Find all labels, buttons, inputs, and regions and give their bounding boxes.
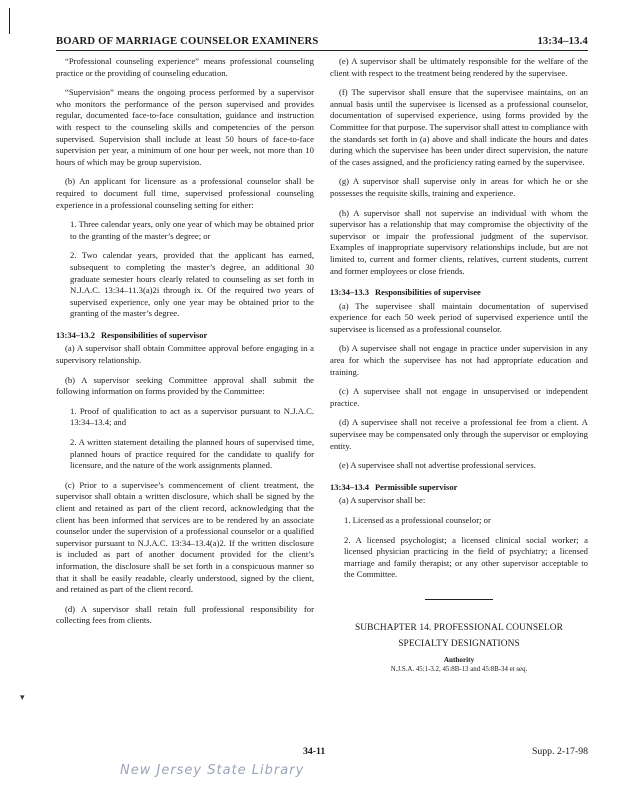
subchapter-heading-line-2: SPECIALTY DESIGNATIONS (398, 638, 520, 649)
paragraph-b-item-1: 1. Three calendar years, only one year of which may be obtained prior to the granting of the master’s degree; or (70, 219, 314, 241)
paragraph-13-2-g: (g) A supervisor shall supervise only in areas for which he or she possesses the requisite skills, training and experience. (330, 176, 588, 198)
paragraph-b: (b) An applicant for licensure as a professional counselor shall be required to document full time, supervised professional counseling experience in a professional counseling setting for either: (56, 176, 314, 210)
section-divider (425, 599, 493, 600)
library-watermark: New Jersey State Library (120, 763, 305, 778)
paragraph-b-item-2: 2. Two calendar years, provided that the applicant has earned, subsequent to completing the master’s degree, an additional 30 graduate semester hours clearly related to counseling as set forth in N.J.A.C. 13:34–11.3(a)2i through ix. Of the required two years of supervised experience, only one year may be obtained prior to the granting of the master’s degree. (70, 250, 314, 319)
section-heading-13-2 (56, 330, 314, 342)
paragraph-13-2-d: (d) A supervisor shall retain full professional responsibility for collecting fees from clients. (56, 603, 314, 626)
paragraph-13-2-a: (a) A supervisor shall obtain Committee approval before engaging in a supervisory relationship. (56, 343, 314, 366)
paragraph-13-3-e: (e) A supervisee shall not advertise professional services. (339, 460, 536, 471)
paragraph-13-3-b: (b) A supervisee shall not engage in practice under supervision in any area for which the supervisee has not had appropriate education and training. (330, 343, 588, 377)
paragraph-13-2-b: (b) A supervisor seeking Committee approval shall submit the following information on forms provided by the Committee: (56, 374, 314, 397)
page-number: 34-11 (303, 746, 326, 757)
section-title: Permissible supervisor (374, 481, 458, 492)
paragraph-13-2-b-item-2: 2. A written statement detailing the planned hours of supervised time, planned hours of practice required for the candidate to qualify for licensure, and the nature of the work assignments planned. (70, 437, 314, 471)
section-title: Responsibilities of supervisee (374, 287, 481, 298)
running-header (56, 36, 588, 50)
paragraph-13-3-a: (a) The supervisee shall maintain documentation of supervised experience for each 50 week period of supervised experience until the supervisee is licensed as a professional counselor. (330, 300, 588, 334)
section-number: 13:34–13.4 (330, 481, 369, 492)
authority-label: Authority (443, 655, 475, 664)
header-rule (56, 50, 588, 51)
paragraph-13-3-c: (c) A supervisee shall not engage in unsupervised or independent practice. (330, 386, 588, 408)
right-column (330, 56, 588, 674)
paragraph-13-4-a-item-1: 1. Licensed as a professional counselor; or (344, 515, 491, 525)
margin-arrow-icon: ▾ (20, 692, 25, 702)
paragraph-13-2-c: (c) Prior to a supervisee’s commencement of client treatment, the supervisor shall obtain a written disclosure, which shall be signed by the client and retained as part of the client record, acknowledging that the client has been informed that services are to be rendered by an associate counselor under the supervision of a professional counselor or a qualified supervisor pursuant to N.J.A.C. 13:34–13.4(a)2. If the written disclosure is included as part of another document provided for the client’s information, the disclosure shall be set forth in a conspicuous manner so that it shall be easily readable, clearly understood, signed by the client, and retained as part of the client record. (56, 479, 314, 595)
definition-professional-counseling-experience: “Professional counseling experience” means professional counseling practice or the providing of counseling education. (56, 56, 314, 78)
section-number: 13:34–13.3 (330, 287, 369, 298)
subchapter-heading-line-1: SUBCHAPTER 14. PROFESSIONAL COUNSELOR (354, 622, 564, 633)
paragraph-13-3-d: (d) A supervisee shall not receive a professional fee from a client. A supervisee may be compensated only through the supervisor or employing entity. (330, 417, 588, 451)
section-title: Responsibilities of supervisor (100, 329, 208, 340)
header-section: 13:34–13.4 (537, 36, 588, 47)
left-column (56, 56, 314, 635)
page-footer (56, 746, 588, 760)
paragraph-13-2-f: (f) The supervisor shall ensure that the supervisee maintains, on an annual basis until the supervisee is licensed as a professional counselor, documentation of supervised experience, using forms provided by the Committee for that purpose. The supervisor shall attest to compliance with the standards set forth in (a) above and shall indicate the hours and dates during which the supervisee has been under direct supervision, the nature of the cases assigned, and the proficiency rating earned by the supervisee. (330, 87, 588, 167)
header-title: BOARD OF MARRIAGE COUNSELOR EXAMINERS (56, 36, 319, 47)
paragraph-13-2-b-item-1: 1. Proof of qualification to act as a supervisor pursuant to N.J.A.C. 13:34–13.4; and (70, 405, 314, 428)
supplement-date: Supp. 2-17-98 (531, 746, 588, 757)
authority-citation: N.J.S.A. 45:1-3.2, 45:8B-13 and 45:8B-34 et seq. (390, 665, 528, 673)
section-heading-13-4 (330, 482, 588, 494)
section-number: 13:34–13.2 (56, 329, 95, 340)
paragraph-13-2-h: (h) A supervisor shall not supervise an individual with whom the supervisor has a relationship that may compromise the objectivity of the supervisor or impair the professional judgment of the supervisor. Examples of inappropriate supervisory relationships include, but are not limited to, current and former clients, relatives, current students, current and former employees or close friends. (330, 207, 588, 276)
scan-edge-mark (9, 8, 10, 34)
section-heading-13-3 (330, 287, 588, 299)
paragraph-13-2-e: (e) A supervisor shall be ultimately responsible for the welfare of the client with respect to the treatment being rendered by the supervisee. (330, 56, 588, 78)
paragraph-13-4-a-item-2: 2. A licensed psychologist; a licensed clinical social worker; a licensed physician practicing in the field of psychiatry; a licensed marriage and family therapist; or any other supervisor acceptable to the Committee. (344, 534, 588, 580)
definition-supervision: “Supervision” means the ongoing process performed by a supervisor who monitors the performance of the person supervised and provides regular, documented face-to-face consultation, guidance and instruction with respect to the counseling skills and competencies of the person supervised. Supervision shall include at least 50 hours of face-to-face supervision per year, a minimum of one hour per week, not more than 10 hours of which may be group supervision. (56, 87, 314, 167)
paragraph-13-4-a: (a) A supervisor shall be: (339, 495, 426, 506)
